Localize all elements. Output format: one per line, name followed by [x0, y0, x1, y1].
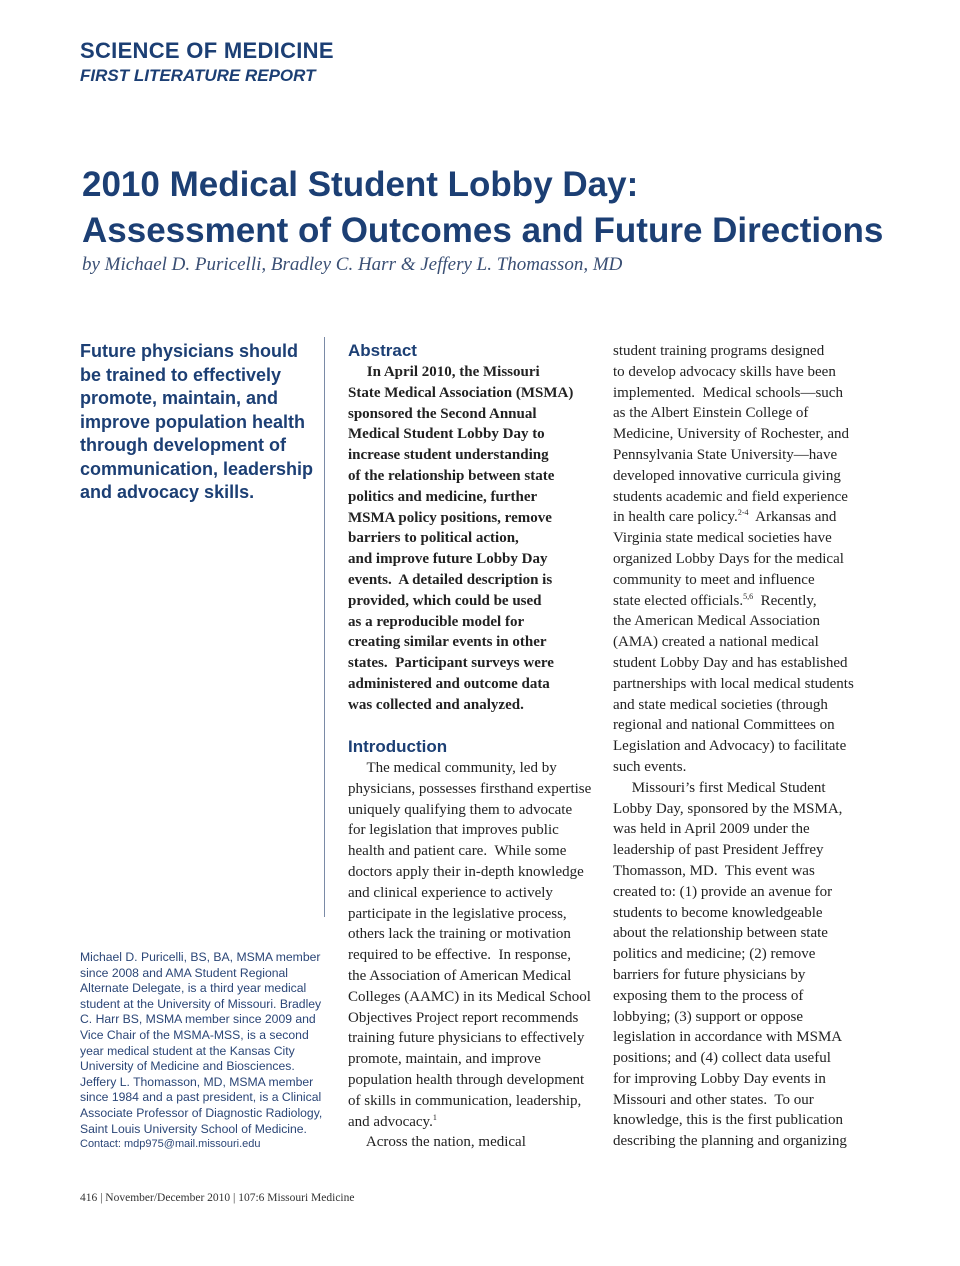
text-line: Pennsylvania State University—have [613, 446, 838, 463]
section-label: SCIENCE OF MEDICINE [80, 38, 334, 63]
text-line: participate in the legislative process, [348, 905, 567, 922]
text-line: Medicine, University of Rochester, and [613, 426, 850, 443]
text-line: developed innovative curricula giving [613, 467, 841, 484]
text-line: Legislation and Advocacy) to facilitate [613, 738, 847, 755]
introduction-body [348, 758, 591, 1153]
text-line: Thomasson, MD. This event was [613, 862, 815, 879]
text-line: increase student understanding [348, 447, 549, 464]
text-line: training future physicians to effectively [348, 1030, 585, 1047]
text-line: population health through development [348, 1071, 585, 1088]
text-line: Virginia state medical societies have [613, 530, 832, 547]
text-line: uniquely qualifying them to advocate [348, 801, 573, 818]
text: Arkansas and [748, 509, 837, 526]
text-line: Missouri’s first Medical Student [613, 779, 826, 796]
text-line: about the relationship between state [613, 925, 828, 942]
abstract-heading: Abstract [348, 341, 417, 360]
text-line: MSMA policy positions, remove [348, 509, 552, 526]
text: state elected officials. [613, 592, 744, 609]
text-line: doctors apply their in-depth knowledge [348, 863, 584, 880]
text-line: regional and national Committees on [613, 717, 835, 734]
text-line: Across the nation, medical [348, 1134, 526, 1151]
text-line [613, 591, 854, 612]
text-line: and improve future Lobby Day [348, 551, 548, 568]
text-line [348, 1112, 591, 1133]
text-line: for legislation that improves public [348, 822, 559, 839]
text: in health care policy. [613, 509, 738, 526]
text-line: politics and medicine; (2) remove [613, 946, 816, 963]
text-line: organized Lobby Days for the medical [613, 550, 844, 567]
abstract-section [348, 340, 573, 716]
contact-email: Contact: mdp975@mail.missouri.edu [80, 1138, 261, 1151]
abstract-body [348, 362, 573, 716]
text-line: describing the planning and organizing [613, 1133, 847, 1150]
text-line: of skills in communication, leadership, [348, 1092, 582, 1109]
text-line: barriers to political action, [348, 530, 519, 547]
text-line: Colleges (AAMC) in its Medical School [348, 988, 591, 1005]
text-line: the Association of American Medical [348, 967, 572, 984]
text-line: physicians, possesses firsthand expertise [348, 780, 592, 797]
text-line: health and patient care. While some [348, 843, 567, 860]
text-line: such events. [613, 758, 687, 775]
subsection-label: FIRST LITERATURE REPORT [80, 66, 316, 85]
text-line: events. A detailed description is [348, 571, 553, 588]
introduction-heading: Introduction [348, 737, 448, 756]
text-line: Missouri and other states. To our [613, 1091, 814, 1108]
text-line: others lack the training or motivation [348, 926, 571, 943]
text-line: the American Medical Association [613, 613, 821, 630]
text-line: (AMA) created a national medical [613, 634, 819, 651]
column-divider [324, 337, 325, 917]
text-line: as the Albert Einstein College of [613, 405, 809, 422]
text-line: creating similar events in other [348, 634, 547, 651]
text-line: implemented. Medical schools—such [613, 384, 843, 401]
text-line [613, 507, 854, 528]
text-line: for improving Lobby Day events in [613, 1070, 826, 1087]
column-3-body [613, 341, 854, 1152]
column-3 [613, 341, 854, 1152]
pull-quote: Future physicians should be trained to effectively promote, maintain, and improve population health through development of communication, leadership and advocacy skills. [80, 341, 314, 502]
text-line: partnerships with local medical students [613, 675, 854, 692]
text-line: In April 2010, the Missouri [348, 364, 540, 380]
text-line: leadership of past President Jeffrey [613, 842, 824, 859]
citation-superscript: 2-4 [737, 508, 749, 518]
byline: by Michael D. Puricelli, Bradley C. Harr & Jeffery L. Thomasson, MD [82, 254, 623, 275]
text-line: community to meet and influence [613, 571, 815, 588]
introduction-section [348, 736, 591, 1153]
article-title-line-2: Assessment of Outcomes and Future Directions [82, 211, 884, 250]
text-line: The medical community, led by [348, 760, 557, 776]
text-line: State Medical Association (MSMA) [348, 384, 574, 401]
citation-superscript: 1 [432, 1112, 437, 1122]
text: and advocacy. [348, 1113, 433, 1130]
text-line: positions; and (4) collect data useful [613, 1050, 831, 1067]
author-bio [80, 950, 330, 1153]
text-line: barriers for future physicians by [613, 966, 806, 983]
text-line: student Lobby Day and has established [613, 654, 848, 671]
text-line: lobbying; (3) support or oppose [613, 1008, 803, 1025]
text-line: created to: (1) provide an avenue for [613, 883, 833, 900]
text-line: of the relationship between state [348, 467, 555, 484]
text-line: states. Participant surveys were [348, 655, 554, 672]
text-line: Objectives Project report recommends [348, 1009, 579, 1026]
text-line: as a reproducible model for [348, 613, 525, 630]
text: Recently, [753, 592, 817, 609]
text-line: legislation in accordance with MSMA [613, 1029, 843, 1046]
text-line: sponsored the Second Annual [348, 405, 537, 422]
text-line: required to be effective. In response, [348, 947, 571, 964]
text-line: politics and medicine, further [348, 488, 538, 505]
text-line: was held in April 2009 under the [613, 821, 810, 838]
text-line: Lobby Day, sponsored by the MSMA, [613, 800, 843, 817]
text-line: knowledge, this is the first publication [613, 1112, 843, 1129]
text-line: promote, maintain, and improve [348, 1051, 541, 1068]
text-line: and clinical experience to actively [348, 884, 553, 901]
text-line: provided, which could be used [348, 592, 542, 609]
text-line: was collected and analyzed. [348, 696, 524, 713]
article-title-line-1: 2010 Medical Student Lobby Day: [82, 165, 639, 204]
text-line: and state medical societies (through [613, 696, 828, 713]
text-line: student training programs designed [613, 343, 825, 359]
text-line: administered and outcome data [348, 675, 550, 692]
text-line: exposing them to the process of [613, 987, 804, 1004]
page-footer: 416 | November/December 2010 | 107:6 Missouri Medicine [80, 1192, 355, 1204]
text-line: students to become knowledgeable [613, 904, 823, 921]
citation-superscript: 5,6 [743, 591, 754, 601]
author-bio-text: Michael D. Puricelli, BS, BA, MSMA member since 2008 and AMA Student Regional Alternate Delegate, is a third year medical student at the University of Missouri. Bradley C. Harr BS, MSMA member since 2009 and Vice Chair of the MSMA-MSS, is a second year medical student at the Kansas City University of Medicine and Biosciences. Jeffery L. Thomasson, MD, MSMA member since 1984 and a past president, is a Clinical Associate Professor of Diagnostic Radiology, Saint Louis University School of Medicine. [80, 950, 323, 1136]
text-line: students academic and field experience [613, 488, 848, 505]
text-line: Medical Student Lobby Day to [348, 426, 545, 443]
text-line: to develop advocacy skills have been [613, 363, 836, 380]
